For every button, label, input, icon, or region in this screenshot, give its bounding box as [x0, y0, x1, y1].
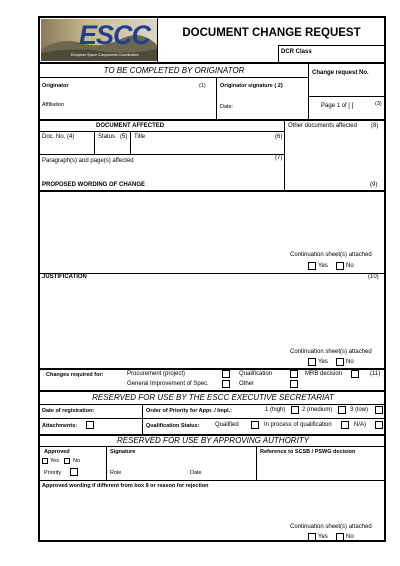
changes-required-num: (11): [370, 371, 381, 377]
other-label: Other: [239, 381, 255, 387]
priority-label: Priority: [44, 470, 62, 476]
affiliation-label: Affiliation: [42, 102, 65, 108]
originator-signature-label: Originator signature ( 2): [220, 83, 283, 89]
originator-section-heading: TO BE COMPLETED BY ORIGINATOR: [103, 66, 245, 75]
paragraphs-label: Paragraph(s) and page(s) affected: [42, 158, 134, 164]
proposed-yes-label: Yes: [318, 263, 328, 269]
approved-no-label: No: [73, 458, 81, 464]
approving-authority-heading: RESERVED FOR USE BY APPROVING AUTHORITY: [116, 436, 310, 445]
status-label: Status: [98, 134, 116, 140]
qualified-checkbox[interactable]: [251, 421, 259, 429]
justification-no-checkbox[interactable]: [336, 358, 344, 366]
signature-field[interactable]: [110, 456, 250, 466]
title-label: Title: [134, 134, 146, 140]
general-improvement-label: General Improvement of Spec.: [127, 381, 209, 387]
dcr-class-label: DCR Class: [281, 49, 312, 55]
changes-required-label: Changes required for:: [46, 372, 104, 378]
priority-low-checkbox[interactable]: [375, 406, 383, 414]
other-documents-num: (8): [371, 123, 379, 129]
priority-medium-checkbox[interactable]: [338, 406, 346, 414]
page-num: (3): [375, 101, 382, 107]
priority-low-label: 3 (low): [350, 407, 369, 413]
proposed-no-label: No: [346, 263, 354, 269]
document-affected-heading: DOCUMENT AFFECTED: [96, 123, 165, 129]
priority-high-checkbox[interactable]: [291, 406, 299, 414]
originator-label: Originator: [42, 83, 69, 89]
attachments-checkbox[interactable]: [86, 421, 94, 429]
approved-label: Approved: [44, 449, 70, 455]
approved-wording-label: Approved wording if different from box 9 or reason for rejection: [42, 483, 209, 489]
escc-logo: [41, 19, 157, 61]
document-change-request-form: [38, 16, 386, 542]
originator-field[interactable]: [42, 90, 212, 104]
proposed-continuation-label: Continuation sheet(s) attached: [290, 252, 372, 258]
mrb-decision-label: MRB decision: [305, 371, 343, 377]
executive-secretariat-heading: RESERVED FOR USE BY THE ESCC EXECUTIVE SECRETARIAT: [92, 393, 334, 402]
procurement-label: Procurement (project): [127, 371, 186, 377]
logo-text: ESCC: [79, 20, 151, 50]
doc-no-label: Doc. No. (4): [42, 134, 75, 140]
procurement-checkbox[interactable]: [222, 370, 230, 378]
attachments-label: Attachments:: [42, 423, 78, 429]
qualification-status-label: Qualification Status:: [146, 423, 200, 429]
in-process-label: In process of qualification: [264, 422, 332, 428]
mrb-decision-checkbox[interactable]: [351, 370, 359, 378]
paragraphs-num: (7): [275, 155, 283, 161]
in-process-checkbox[interactable]: [341, 421, 349, 429]
priority-medium-label: 2 (medium): [302, 407, 333, 413]
approving-yes-label: Yes: [318, 534, 328, 540]
proposed-yes-checkbox[interactable]: [308, 262, 316, 270]
na-checkbox[interactable]: [375, 421, 383, 429]
other-checkbox[interactable]: [290, 380, 298, 388]
page-of-label: Page 1 of [ ]: [321, 103, 354, 109]
order-priority-label: Order of Priority for Appr. / Impl.:: [146, 408, 232, 414]
qualification-label: Qualification: [239, 371, 273, 377]
approved-yes-label: Yes: [50, 458, 59, 464]
title-num: (6): [275, 134, 283, 140]
approving-no-checkbox[interactable]: [336, 533, 344, 541]
approving-no-label: No: [346, 534, 354, 540]
proposed-num: (9): [370, 182, 378, 188]
justification-yes-label: Yes: [318, 359, 328, 365]
approved-no-checkbox[interactable]: [64, 458, 70, 464]
reference-label: Reference to SCSB / PSWG decision: [260, 449, 356, 455]
qualified-label: Qualified: [215, 422, 239, 428]
justification-yes-checkbox[interactable]: [308, 358, 316, 366]
justification-no-label: No: [346, 359, 354, 365]
justification-continuation-label: Continuation sheet(s) attached: [290, 349, 372, 355]
status-num: (5): [120, 134, 128, 140]
approved-yes-checkbox[interactable]: [42, 458, 48, 464]
originator-signature-field[interactable]: [220, 90, 304, 104]
approving-yes-checkbox[interactable]: [308, 533, 316, 541]
page-title: DOCUMENT CHANGE REQUEST: [182, 27, 361, 39]
approving-date-label: Date: [190, 470, 202, 476]
other-documents-label: Other documents affected: [288, 123, 357, 129]
na-label: N/A): [354, 422, 366, 428]
date-label: Date:: [220, 104, 234, 110]
signature-label: Signature: [110, 449, 136, 455]
priority-checkbox[interactable]: [70, 468, 78, 476]
general-improvement-checkbox[interactable]: [222, 380, 230, 388]
originator-num: (1): [199, 83, 206, 89]
date-registration-label: Date of registration:: [42, 408, 95, 414]
justification-heading: JUSTIFICATION: [42, 274, 87, 280]
proposed-wording-heading: PROPOSED WORDING OF CHANGE: [42, 182, 146, 188]
justification-num: (10): [368, 274, 379, 280]
change-request-no-label: Change request No.: [312, 70, 369, 76]
logo-subtitle: European Space Components Coordination: [71, 53, 139, 57]
proposed-no-checkbox[interactable]: [336, 262, 344, 270]
justification-field[interactable]: [42, 284, 382, 344]
approving-continuation-label: Continuation sheet(s) attached: [290, 524, 372, 530]
role-label: Role: [110, 470, 122, 476]
priority-high-label: 1 (high): [265, 407, 286, 413]
approved-wording-field[interactable]: [42, 492, 382, 522]
qualification-checkbox[interactable]: [290, 370, 298, 378]
proposed-wording-field[interactable]: [42, 194, 382, 250]
